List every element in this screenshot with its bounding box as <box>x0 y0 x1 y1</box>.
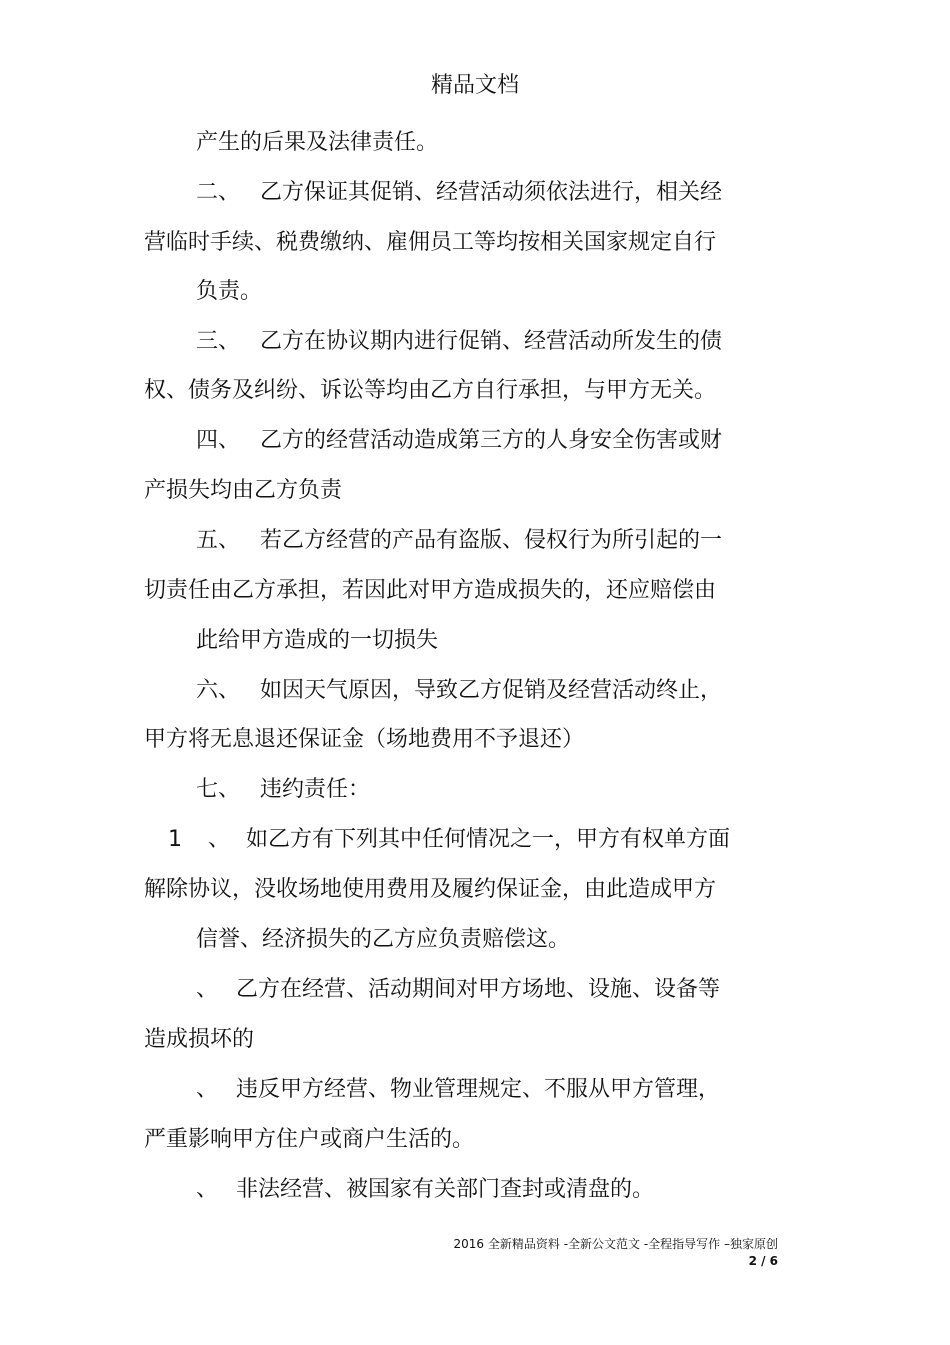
item-separator: 、 <box>208 827 231 852</box>
item-separator: 、 <box>196 1077 219 1102</box>
clause-number: 六、 <box>196 678 241 703</box>
text-line: 解除协议，没收场地使用费用及履约保证金，由此造成甲方 <box>144 877 717 902</box>
item-number: 1 <box>168 827 182 852</box>
text-line: 造成损坏的 <box>144 1027 255 1052</box>
item-separator: 、 <box>196 977 219 1002</box>
text-line: 产生的后果及法律责任。 <box>196 130 439 155</box>
text-line: 如因天气原因，导致乙方促销及经营活动终止， <box>260 678 723 703</box>
text-line: 乙方在经营、活动期间对甲方场地、设施、设备等 <box>236 977 721 1002</box>
text-line: 严重影响甲方住户或商户生活的。 <box>144 1127 475 1152</box>
clause-number: 二、 <box>196 180 241 205</box>
text-line: 违反甲方经营、物业管理规定、不服从甲方管理， <box>236 1077 721 1102</box>
text-line: 此给甲方造成的一切损失 <box>196 628 439 653</box>
text-line: 若乙方经营的产品有盗版、侵权行为所引起的一 <box>260 528 723 553</box>
text-line: 产损失均由乙方负责 <box>144 478 343 503</box>
text-line: 违约责任： <box>260 777 371 802</box>
text-line: 非法经营、被国家有关部门查封或清盘的。 <box>236 1177 655 1202</box>
text-line: 权、债务及纠纷、诉讼等均由乙方自行承担，与甲方无关。 <box>144 378 717 403</box>
text-line: 乙方的经营活动造成第三方的人身安全伤害或财 <box>260 428 723 453</box>
page-footer-text: 2016 全新精品资料 -全新公文范文 -全程指导写作 –独家原创 <box>453 1237 778 1251</box>
text-line: 营临时手续、税费缴纳、雇佣员工等均按相关国家规定自行 <box>144 230 717 255</box>
clause-number: 五、 <box>196 528 241 553</box>
page-header-title: 精品文档 <box>430 73 519 98</box>
page-number: 2 / 6 <box>748 1254 778 1268</box>
item-separator: 、 <box>196 1177 219 1202</box>
text-line: 负责。 <box>196 279 263 304</box>
clause-number: 四、 <box>196 428 241 453</box>
text-line: 切责任由乙方承担，若因此对甲方造成损失的，还应赔偿由 <box>144 578 717 603</box>
text-line: 信誉、经济损失的乙方应负责赔偿这。 <box>196 927 571 952</box>
text-line: 如乙方有下列其中任何情况之一，甲方有权单方面 <box>246 827 731 852</box>
text-line: 甲方将无息退还保证金（场地费用不予退还） <box>144 727 585 752</box>
text-line: 乙方在协议期内进行促销、经营活动所发生的债 <box>260 329 723 354</box>
clause-number: 七、 <box>196 777 241 802</box>
text-line: 乙方保证其促销、经营活动须依法进行，相关经 <box>260 180 723 205</box>
clause-number: 三、 <box>196 329 241 354</box>
